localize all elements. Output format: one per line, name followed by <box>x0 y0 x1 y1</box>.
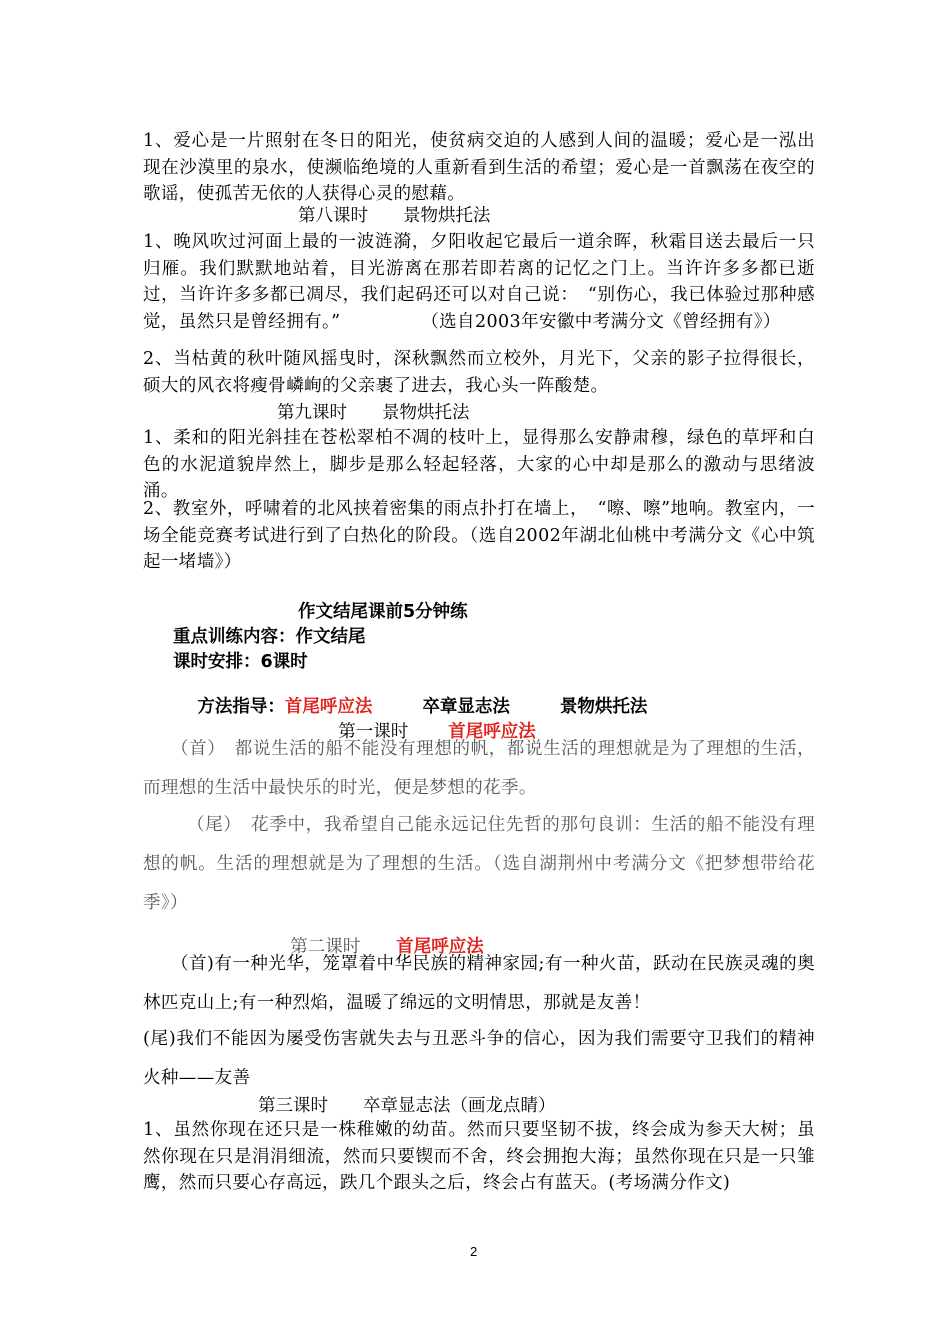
lesson3-title: 第三课时 卒章显志法（画龙点睛） <box>258 1096 556 1116</box>
lesson9-title: 第九课时 景物烘托法 <box>277 403 470 423</box>
lesson1-tail: （尾） 花季中，我希望自己能永远记住先哲的那句良训：生活的船不能没有理想的帆。生活的理想就是为了理想的生活。（选自湖荆州中考满分文《把梦想带给花季》） <box>143 815 815 913</box>
method-conclusion: 卒章显志法 <box>422 697 510 717</box>
lesson8-para2: 2、当枯黄的秋叶随风摇曳时，深秋飘然而立校外，月光下，父亲的影子拉得很长，硕大的风衣将瘦骨嶙峋的父亲裹了进去，我心头一阵酸楚。 <box>143 349 815 396</box>
lesson2-method: 首尾呼应法 <box>396 937 484 957</box>
lesson8-title: 第八课时 景物烘托法 <box>298 206 491 226</box>
lesson2-tail: (尾)我们不能因为屡受伤害就失去与丑恶斗争的信心，因为我们需要守卫我们的精神火种——友善 <box>143 1029 815 1088</box>
method-echo: 首尾呼应法 <box>284 697 373 717</box>
lesson9-para1: 1、柔和的阳光斜挂在苍松翠柏不凋的枝叶上，显得那么安静肃穆，绿色的草坪和白色的水泥道貌岸然上，脚步是那么轻起轻落，大家的心中却是那么的激动与思绪波涌。 <box>143 428 815 501</box>
page-number: 2 <box>470 1244 478 1259</box>
focus-line: 重点训练内容：作文结尾 <box>173 627 366 647</box>
lesson1-method: 首尾呼应法 <box>448 722 536 742</box>
love-paragraph: 1、爱心是一片照射在冬日的阳光，使贫病交迫的人感到人间的温暖；爱心是一泓出现在沙漠里的泉水，使濒临绝境的人重新看到生活的希望；爱心是一首飘荡在夜空的歌谣，使孤苦无依的人获得心灵的慰藉。 <box>143 131 815 204</box>
method-label: 方法指导： <box>197 697 285 717</box>
lesson1-label: 第一课时 <box>338 722 409 742</box>
lesson8-para1: 1、晚风吹过河面上最的一波涟漪，夕阳收起它最后一道余晖，秋霜目送去最后一只归雁。我们默默地站着，目光游离在那若即若离的记忆之门上。当许许多多都已逝过，当许许多多都已凋尽，我们起码还可以对自己说： “别伤心，我已体验过那种感觉，虽然只是曾经拥有。” （选自2003年安徽中考满分文《曾经拥有》） <box>143 232 815 332</box>
ending-heading: 作文结尾课前5分钟练 <box>298 602 468 622</box>
method-scenery: 景物烘托法 <box>559 697 648 717</box>
schedule-line: 课时安排：6课时 <box>173 652 308 672</box>
lesson3-para1: 1、虽然你现在还只是一株稚嫩的幼苗。然而只要坚韧不拔，终会成为参天大树；虽然你现在只是涓涓细流，然而只要锲而不舍，终会拥抱大海；虽然你现在只是一只雏鹰，然而只要心存高远，跌几个跟头之后，终会占有蓝天。(考场满分作文) <box>143 1120 815 1193</box>
lesson2-head: （首)有一种光华，笼罩着中华民族的精神家园;有一种火苗，跃动在民族灵魂的奥林匹克山上;有一种烈焰，温暖了绵远的文明情思，那就是友善！ <box>143 954 815 1013</box>
lesson2-label: 第二课时 <box>290 937 361 957</box>
lesson1-head: （首） 都说生活的船不能没有理想的帆，都说生活的理想就是为了理想的生活，而理想的生活中最快乐的时光，便是梦想的花季。 <box>143 739 815 798</box>
lesson9-para2: 2、教室外，呼啸着的北风挟着密集的雨点扑打在墙上， “嚓、嚓”地响。教室内，一场全能竞赛考试进行到了白热化的阶段。（选自2002年湖北仙桃中考满分文《心中筑起一堵墙》） <box>143 499 815 572</box>
